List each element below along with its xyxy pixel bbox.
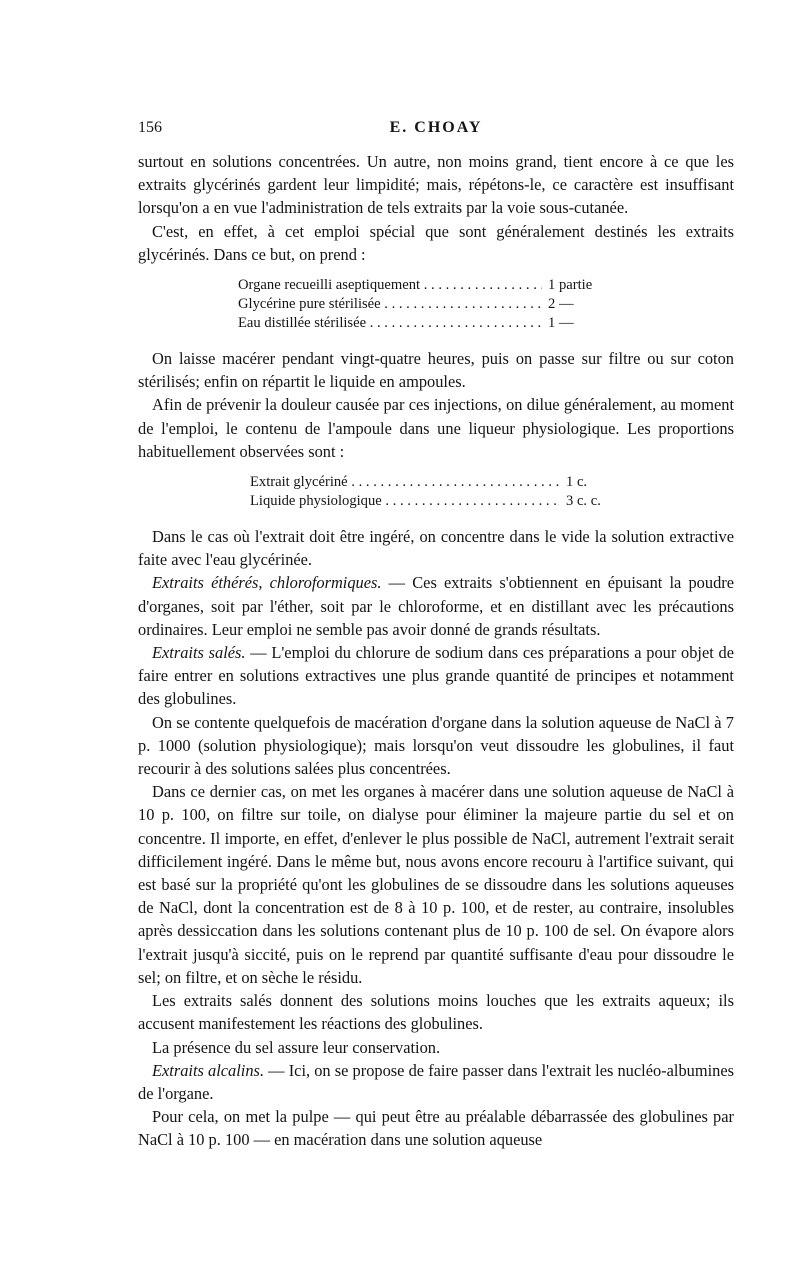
recipe-quantity: 1 — [548,315,574,332]
section-title: Extraits éthérés, chloroformiques. [152,573,382,593]
recipe-row [238,295,620,314]
recipe-quantity: 1 partie [548,277,593,294]
paragraph [138,1059,734,1105]
recipe-row [238,314,620,333]
paragraph: Les extraits salés donnent des solutions moins louches que les extraits aqueux; ils accusent manifestement les réactions des globulines. [138,991,734,1034]
recipe-quantity: 1 c. [566,474,588,491]
page-number: 156 [138,119,162,136]
paragraph [138,641,734,711]
recipe-ingredient: Liquide physiologique . . . [250,492,560,511]
recipe-ingredient: Extrait glycériné . . . [250,473,560,492]
paragraph: Dans ce dernier cas, on met les organes à macérer dans une solution aqueuse de NaCl à 10 p. 100, on filtre sur toile, on dialyse pour éliminer la majeure partie du sel et on concentre. Il importe, en effet, d'enlever le plus possible de NaCl, autrement l'extrait serait difficilement ingéré. Dans le même but, nous avons encore recouru à l'artifice suivant, qui est basé sur la propriété qu'ont les globulines de se dissoudre dans les solutions aqueuses de NaCl, dont la concentration est de 8 à 10 p. 100, et de rester, au contraire, insolubles après dessiccation dans les solutions contenant plus de 10 p. 100 de sel. On évapore alors l'extrait jusqu'à siccité, puis on le reprend par quantité suffisante d'eau pour dissoudre le sel; on filtre, et on sèche le résidu. [138,782,734,987]
section-text: — L'emploi du chlorure de sodium dans ces préparations a pour objet de faire entrer en solutions extractives une plus grande quantité de principes et notamment des globulines. [138,643,734,709]
paragraph: C'est, en effet, à cet emploi spécial que sont généralement destinés les extraits glycérinés. Dans ce but, on prend : [138,221,734,264]
paragraph [138,571,734,641]
recipe-ingredient: Glycérine pure stérilisée . . . [238,295,542,314]
paragraph: La présence du sel assure leur conservation. [152,1037,441,1057]
recipe-row [250,492,624,511]
page-body [138,150,734,1152]
recipe-table-glycerinated [238,276,620,333]
section-title: Extraits alcalins. [152,1060,265,1080]
recipe-quantity: 3 c. c. [566,493,601,510]
section-text: — Ces extraits s'obtiennent en épuisant la poudre d'organes, soit par l'éther, soit par le chloroforme, et en distillant avec les précautions ordinaires. Leur emploi ne semble pas avoir donné de grands résultats. [138,573,734,639]
recipe-row [238,276,620,295]
paragraph: On se contente quelquefois de macération d'organe dans la solution aqueuse de NaCl à 7 p. 1000 (solution physiologique); mais lorsqu'on veut dissoudre les globulines, il faut recourir à des solutions salées plus concentrées. [138,712,734,779]
section-title: Extraits salés. [152,643,246,663]
recipe-table-dilution [250,473,624,511]
recipe-quantity: 2 — [548,296,574,313]
section-text: — Ici, on se propose de faire passer dans l'extrait les nucléo-albumines de l'organe. [138,1060,735,1103]
recipe-ingredient: Organe recueilli aseptiquement . . . [238,276,542,295]
paragraph: Pour cela, on met la pulpe — qui peut être au préalable débarrassée des globulines par NaCl à 10 p. 100 — en macération dans une solution aqueuse [138,1107,734,1150]
paragraph: surtout en solutions concentrées. Un autre, non moins grand, tient encore à ce que les extraits glycérinés gardent leur limpidité; mais, répétons-le, ce caractère est insuffisant lorsqu'on a en vue l'administration de tels extraits par la voie sous-cutanée. [138,152,734,218]
recipe-ingredient: Eau distillée stérilisée . . . [238,314,542,333]
recipe-row [250,473,624,492]
paragraph: Afin de prévenir la douleur causée par ces injections, on dilue généralement, au moment de l'emploi, le contenu de l'ampoule dans une liqueur physiologique. Les proportions habituellement observées sont : [138,395,734,461]
paragraph: On laisse macérer pendant vingt-quatre heures, puis on passe sur filtre ou sur coton stérilisés; enfin on répartit le liquide en ampoules. [138,349,734,392]
paragraph: Dans le cas où l'extrait doit être ingéré, on concentre dans le vide la solution extractive faite avec l'eau glycérinée. [138,527,734,570]
running-head: E. CHOAY [389,119,483,136]
